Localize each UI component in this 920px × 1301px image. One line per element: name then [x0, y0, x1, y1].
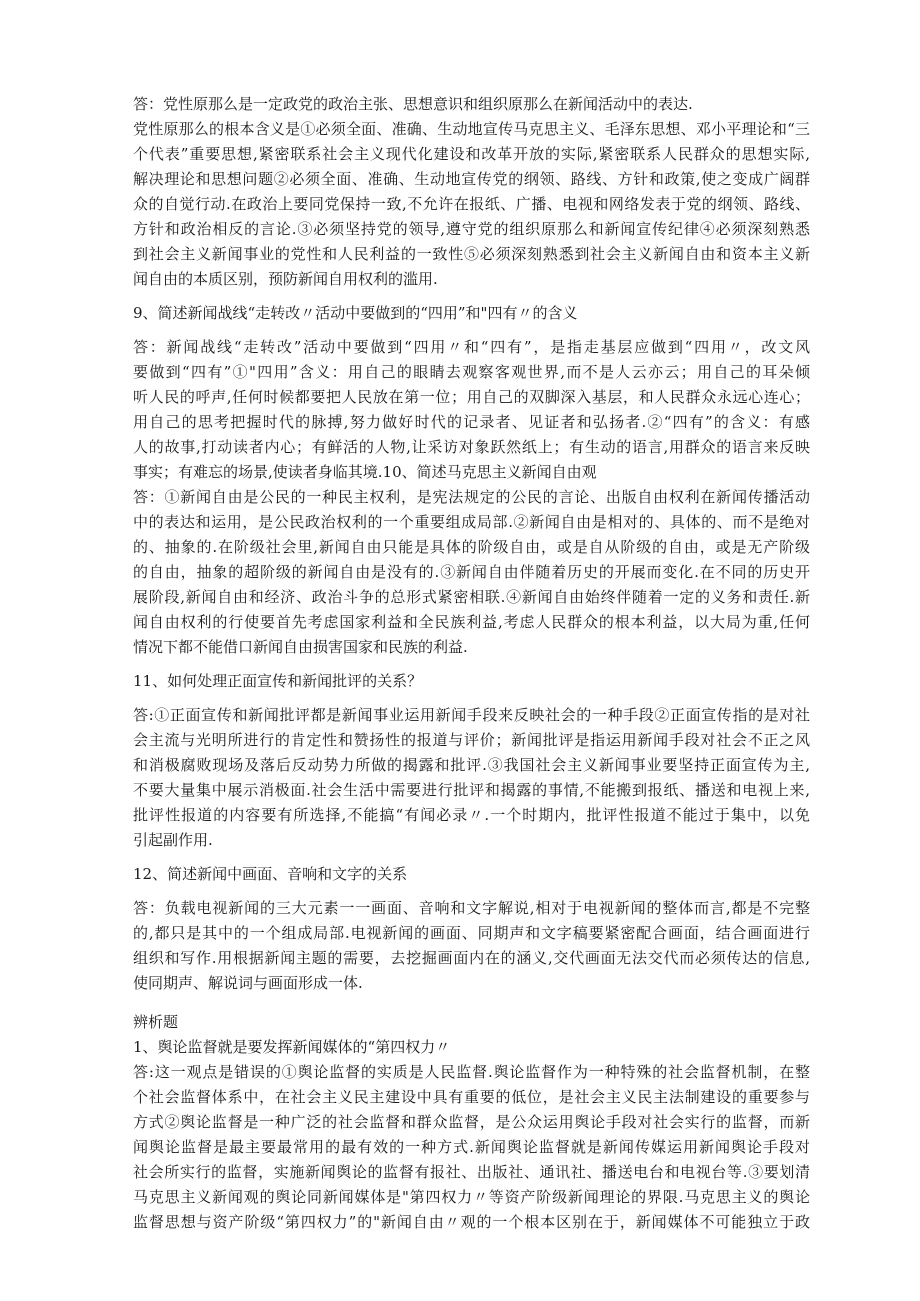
text-line: 要做到“四有”①"四用”含义：用自己的眼睛去观察客观世界,而不是人云亦云；用自己的耳朵倾 — [133, 363, 810, 381]
text-line: 解决理论和思想问题②必须全面、准确、生动地宣传党的纲领、路线、方针和政策,使之变成广阔群 — [133, 170, 810, 188]
text-line: 使同期声、解说词与画面形成一体. — [133, 974, 363, 992]
text-line: 方针和政治相反的言论.③必须坚持党的领导,遵守党的组织原那么和新闻宣传纪律④必须深刻熟悉 — [133, 220, 810, 238]
text-line: 答:①正面宣传和新闻批评都是新闻事业运用新闻手段来反映社会的一种手段②正面宣传指的是对社 — [133, 706, 810, 724]
text-line: 的、抽象的.在阶级社会里,新闻自由只能是具体的阶级自由，或是自从阶级的自由，或是无产阶级 — [133, 538, 810, 556]
text-line: 答：党性原那么是一定政党的政治主张、思想意识和组织原那么在新闻活动中的表达. — [133, 95, 693, 113]
text-line: 党性原那么的根本含义是①必须全面、准确、生动地宣传马克思主义、毛泽东思想、邓小平理论和“三 — [133, 120, 810, 138]
text-line: 闻自由的本质区别，预防新闻自用权利的滥用. — [133, 270, 438, 288]
text-line: 情况下都不能借口新闻自由损害国家和民族的利益. — [133, 638, 468, 656]
text-line: 个代表”重要思想,紧密联系社会主义现代化建设和改革开放的实际,紧密联系人民群众的思想实际, — [133, 145, 810, 163]
text-line: 答:这一观点是错误的①舆论监督的实质是人民监督.舆论监督作为一种特殊的社会监督机制，在整 — [133, 1063, 810, 1081]
text-line: 不要大量集中展示消极面.社会生活中需要进行批评和揭露的事情,不能搬到报纸、播送和电视上来, — [133, 781, 810, 799]
text-line: 答：新闻战线“走转改”活动中要做到“四用〃和“四有”，是指走基层应做到“四用〃，改文风 — [133, 338, 810, 356]
text-line: 批评性报道的内容要有所选择,不能搞“有闻必录〃.一个时期内，批评性报道不能过于集中，以免 — [133, 806, 810, 824]
answer-paragraph — [133, 703, 810, 853]
text-line: 众的自觉行动.在政治上要同党保持一致,不允许在报纸、广播、电视和网络发表于党的纲领、路线、 — [133, 195, 810, 213]
text-line: 到社会主义新闻事业的党性和人民利益的一致性⑤必须深刻熟悉到社会主义新闻自由和资本主义新 — [133, 245, 810, 263]
text-line: 马克思主义新闻观的舆论同新闻媒体是"第四权力〃等资产阶级新闻理论的界限.马克思主义的舆论 — [133, 1188, 810, 1206]
text-line: 答：负载电视新闻的三大元素一一画面、音响和文字解说,相对于电视新闻的整体而言,都是不完整 — [133, 899, 810, 917]
question-heading: 1、舆论监督就是要发挥新闻媒体的“第四权力〃 — [133, 1038, 451, 1056]
text-line: 闻舆论监督是最主要最常用的最有效的一种方式.新闻舆论监督就是新闻传媒运用新闻舆论手段对 — [133, 1138, 810, 1156]
answer-paragraph — [133, 1060, 810, 1235]
text-line: 个社会监督体系中，在社会主义民主建设中具有重要的低位，是社会主义民主法制建设的重要参与 — [133, 1088, 810, 1106]
text-line: 的,都只是其中的一个组成局部.电视新闻的画面、同期声和文字稿要紧密配合画面，结合画面进行 — [133, 924, 810, 942]
text-line: 人的故事,打动读者内心；有鲜活的人物,让采访对象跃然纸上；有生动的语言,用群众的语言来反映 — [133, 438, 810, 456]
section-heading: 辨析题 — [133, 1013, 179, 1031]
answer-paragraph — [133, 117, 810, 292]
answer-paragraph — [133, 335, 810, 485]
text-line: 引起副作用. — [133, 831, 213, 849]
text-line: 答：①新闻自由是公民的一种民主权利，是宪法规定的公民的言论、出版自由权利在新闻传播活动 — [133, 488, 810, 506]
answer-paragraph — [133, 92, 810, 117]
answer-paragraph — [133, 896, 810, 996]
text-line: 展阶段,新闻自由和经济、政治斗争的总形式紧密相联.④新闻自由始终伴随着一定的义务和责任.新 — [133, 588, 810, 606]
text-line: 会主流与光明所进行的肯定性和赞扬性的报道与评价；新闻批评是指运用新闻手段对社会不正之风 — [133, 731, 810, 749]
text-line: 监督思想与资产阶级“第四权力”的"新闻自由〃观的一个根本区别在于，新闻媒体不可能独立于政 — [133, 1213, 810, 1231]
text-line: 听人民的呼声,任何时候都要把人民放在第一位；用自己的双脚深入基层，和人民群众永远心连心； — [133, 388, 810, 406]
question-heading: 9、简述新闻战线“走转改〃活动中要做到的“四用”和"四有〃的含义 — [133, 304, 578, 322]
answer-paragraph — [133, 485, 810, 660]
text-line: 社会所实行的监督，实施新闻舆论的监督有报社、出版社、通讯社、播送电台和电视台等.③要划清 — [133, 1163, 810, 1181]
text-line: 的自由，抽象的超阶级的新闻自由是没有的.③新闻自由伴随着历史的开展而变化.在不同的历史开 — [133, 563, 810, 581]
text-line: 中的表达和运用，是公民政治权利的一个重要组成局部.②新闻自由是相对的、具体的、而不是绝对 — [133, 513, 810, 531]
question-heading: 12、简述新闻中画面、音响和文字的关系 — [133, 865, 408, 883]
text-line: 方式②舆论监督是一种广泛的社会监督和群众监督，是公众运用舆论手段对社会实行的监督，而新 — [133, 1113, 810, 1131]
question-heading: 11、如何处理正面宣传和新闻批评的关系？ — [133, 672, 423, 690]
text-line: 组织和写作.用根据新闻主题的需要，去挖掘画面内在的涵义,交代画面无法交代而必须传达的信息, — [133, 949, 810, 967]
text-line: 事实；有难忘的场景,使读者身临其境.10、简述马克思主义新闻自由观 — [133, 463, 597, 481]
text-line: 和消极腐败现场及落后反动势力所做的揭露和批评.③我国社会主义新闻事业要坚持正面宣传为主, — [133, 756, 810, 774]
text-line: 闻自由权利的行使要首先考虑国家利益和全民族利益,考虑人民群众的根本利益，以大局为重,任何 — [133, 613, 810, 631]
text-line: 用自己的思考把握时代的脉搏,努力做好时代的记录者、见证者和弘扬者.②“四有”的含义：有感 — [133, 413, 810, 431]
